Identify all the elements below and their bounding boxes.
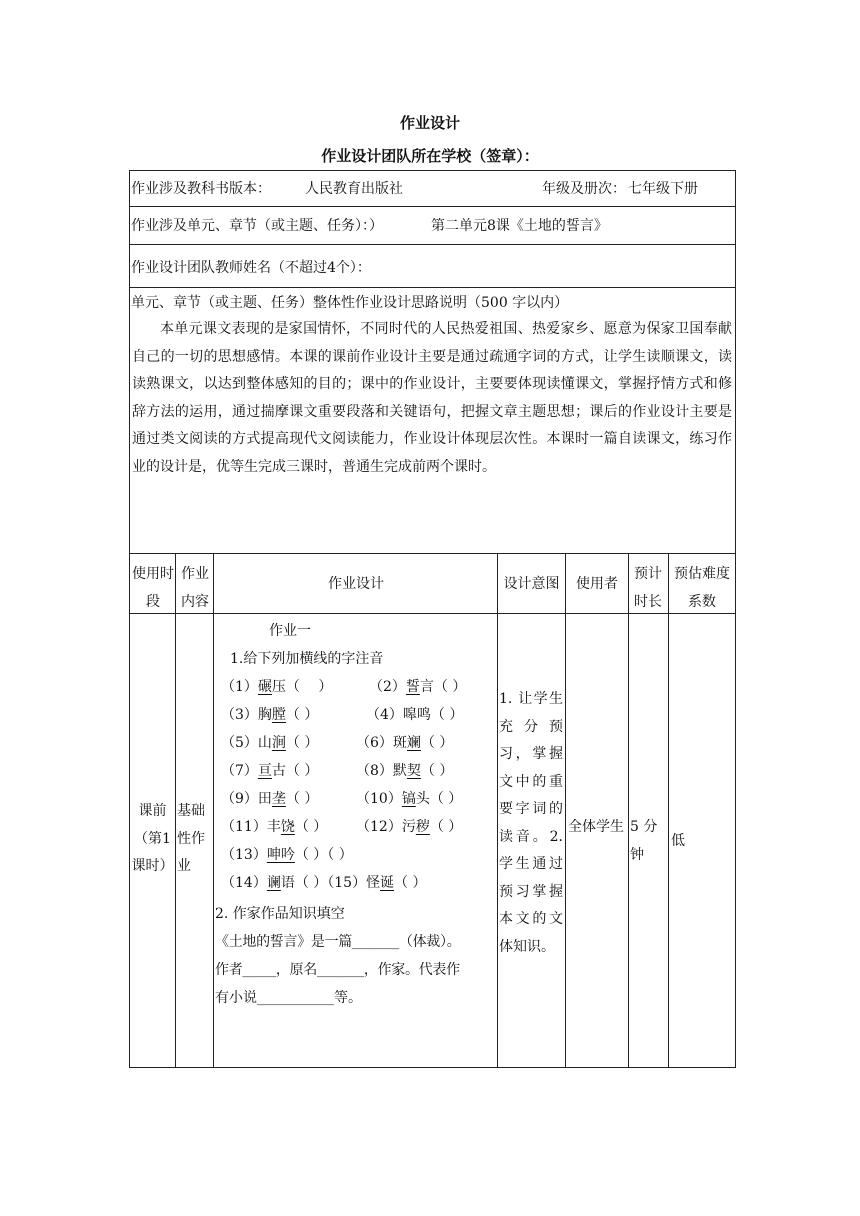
header-user: 使用者 (576, 576, 618, 592)
item-prefix: （2） (369, 679, 406, 695)
item-prefix: （4） (366, 707, 403, 723)
item-prefix: （13） (221, 847, 267, 863)
item-suffix: 嗥鸣（ ） (402, 707, 464, 723)
item-prefix: （6）斑 (356, 735, 407, 751)
pronunciation-item (221, 733, 318, 753)
pronunciation-item (221, 873, 380, 893)
item-prefix: （10） (356, 791, 402, 807)
item-suffix: （ ）（ ） (294, 847, 353, 863)
row-user: 全体学生 (568, 819, 624, 835)
item-prefix: （11）丰 (221, 819, 281, 835)
unit-label: 作业涉及单元、章节（或主题、任务）：） (131, 218, 383, 234)
item-suffix: （ ） (294, 819, 328, 835)
underlined-character: 谰 (266, 875, 281, 891)
item-suffix: （ ） (429, 819, 463, 835)
row-divider (129, 206, 736, 207)
item-suffix: （ ） (420, 763, 454, 779)
pronunciation-item (221, 789, 318, 809)
item-suffix: 言（ ） (419, 679, 467, 695)
pronunciation-item (356, 761, 453, 781)
underlined-character: 亘 (257, 763, 272, 779)
item-prefix: （12）污 (356, 819, 416, 835)
underlined-character: 秽 (415, 819, 430, 835)
underlined-character: 碾 (257, 679, 272, 695)
underlined-character: 垄 (271, 791, 286, 807)
underlined-character: 涧 (271, 735, 286, 751)
item-suffix: 压（ ） (271, 679, 333, 695)
underlined-character: 斓 (406, 735, 421, 751)
grade-label: 年级及册次： (542, 181, 626, 197)
item-prefix: （14） (221, 875, 267, 891)
underlined-character: 呻吟 (266, 847, 295, 863)
item-suffix: （ ） (285, 707, 319, 723)
overview-body: 本单元课文表现的是家国情怀，不同时代的人民热爱祖国、热爱家乡、愿意为保家卫国奉献自己的一切的思想感情。本课的课前作业设计主要是通过疏通字词的方式，让学生读顺课文，读读熟课文，以达到整体感知的目的；课中的作业设计，主要要体现读懂课文，掌握抒情方式和修辞方法的运用，通过揣摩课文重要段落和关键语句，把握文章主题思想；课后的作业设计主要是通过类文阅读的方式提高现代文阅读能力，作业设计体现层次性。本课时一篇自读课文，练习作业的设计是，优等生完成三课时，普通生完成前两个课时。 (132, 321, 732, 475)
underlined-character: 誓 (405, 679, 420, 695)
underlined-character: 饶 (280, 819, 295, 835)
column-divider (497, 553, 498, 1068)
underlined-character: 契 (406, 763, 421, 779)
item-suffix: 古（ ） (271, 763, 319, 779)
header-content: 作业内容 (181, 566, 209, 610)
textbook-label: 作业涉及教科书版本： (131, 181, 271, 197)
pronunciation-item (356, 733, 453, 753)
row-content-type: 基础性作业 (177, 803, 205, 874)
header-design: 作业设计 (328, 576, 384, 592)
unit-value: 第二单元8课《土地的誓言》 (431, 218, 608, 234)
header-period: 使用时段 (132, 566, 174, 610)
row-period: 课前（第1课时） (131, 803, 174, 874)
column-divider (175, 553, 176, 1068)
underlined-character: 镐 (401, 791, 416, 807)
pronunciation-item (221, 845, 353, 865)
row-difficulty: 低 (671, 833, 685, 849)
row-divider (129, 287, 736, 288)
item-suffix: 语（ ）（15）怪 (280, 875, 381, 891)
pronunciation-item (369, 677, 466, 697)
column-divider (628, 553, 629, 1068)
column-divider (668, 553, 669, 1068)
item-prefix: （3）胸 (221, 707, 272, 723)
assignment-title: 作业一 (269, 623, 311, 639)
item-suffix: （ ） (420, 735, 454, 751)
question-2-title: 2. 作家作品知识填空 (215, 906, 345, 922)
question-2-line-2: 作者_____，原名_______，作家。代表作 (215, 962, 460, 978)
item-suffix: （ ） (285, 735, 319, 751)
pronunciation-item (366, 705, 463, 725)
header-difficulty: 预估难度系数 (674, 566, 730, 610)
underlined-character: 诞 (380, 875, 394, 891)
question-2-line-1: 《土地的誓言》是一篇_______（体裁）。 (215, 934, 461, 950)
item-prefix: （1） (221, 679, 258, 695)
item-suffix: （ ） (394, 875, 427, 891)
underlined-character: 膛 (271, 707, 286, 723)
teachers-label: 作业设计团队教师姓名（不超过4个）： (131, 260, 371, 276)
item-prefix: （5）山 (221, 735, 272, 751)
pronunciation-item (221, 817, 327, 837)
pronunciation-item (221, 677, 332, 697)
header-time: 预计时长 (634, 566, 662, 610)
design-intent: 1. 让学生充分预习，掌握文中的重要字词的读音。2.学生通过预习掌握本文的文体知识。 (499, 691, 563, 955)
pronunciation-item (356, 817, 462, 837)
row-divider (129, 553, 736, 554)
question-1-title: 1.给下列加横线的字注音 (230, 651, 384, 667)
pronunciation-item (221, 705, 318, 725)
overview-heading: 单元、章节（或主题、任务）整体性作业设计思路说明（500 字以内） (131, 295, 569, 311)
item-prefix: （7） (221, 763, 258, 779)
page-title: 作业设计 (399, 114, 460, 132)
header-intent: 设计意图 (503, 576, 560, 592)
item-suffix: 头（ ） (415, 791, 463, 807)
item-prefix: （9）田 (221, 791, 272, 807)
school-signature-line: 作业设计团队所在学校（签章）： (321, 147, 539, 165)
grade-value: 七年级下册 (628, 181, 698, 197)
textbook-value: 人民教育出版社 (305, 181, 403, 197)
pronunciation-item (221, 761, 318, 781)
row-time: 5 分钟 (630, 819, 658, 863)
row-divider (129, 244, 736, 245)
pronunciation-item (356, 789, 462, 809)
column-divider (565, 553, 566, 1068)
column-divider (213, 553, 214, 1068)
item-suffix: （ ） (285, 791, 319, 807)
pronunciation-item (380, 873, 426, 893)
item-prefix: （8）默 (356, 763, 407, 779)
question-2-line-3: 有小说___________等。 (215, 990, 362, 1006)
